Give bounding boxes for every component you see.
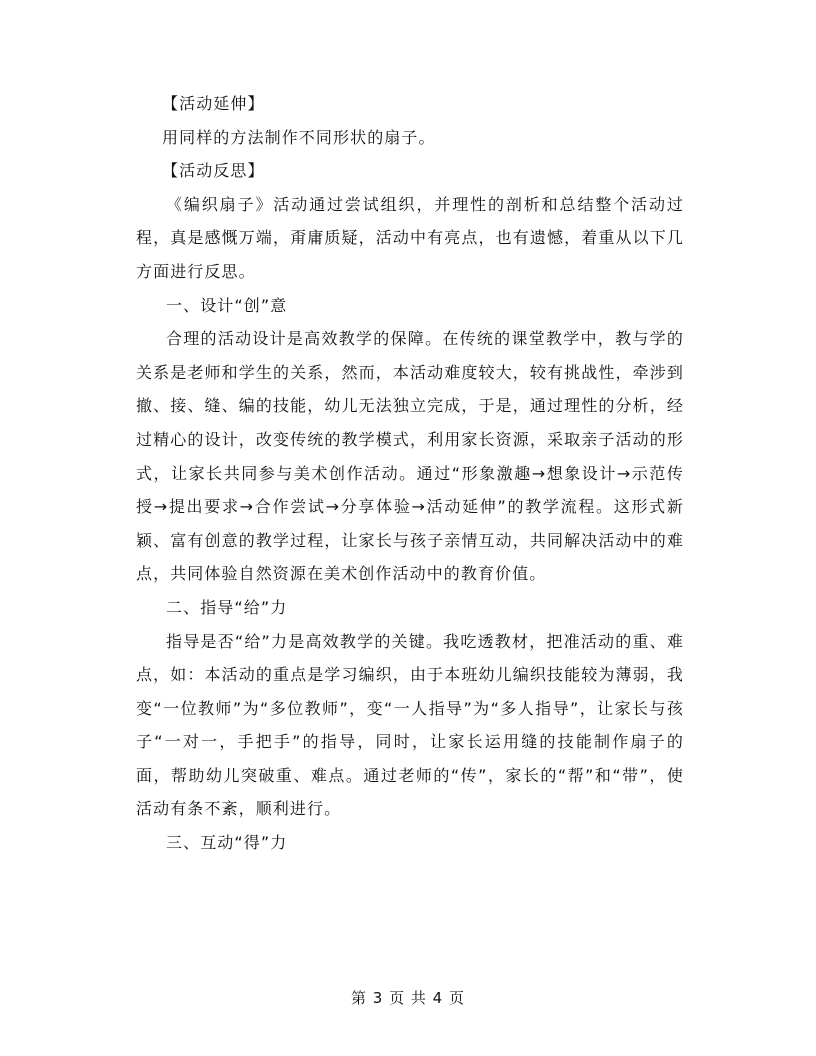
paragraph-guidance: 指导是否“给”力是高效教学的关键。我吃透教材，把准活动的重、难点，如：本活动的重点是学习编织，由于本班幼儿编织技能较为薄弱，我变“一位教师”为“多位教师”，变“一人指导”为“多人指导”，让家长与孩子“一对一，手把手”的指导，同时，让家长运用缝的技能制作扇子的面，帮助幼儿突破重、难点。通过老师的“传”，家长的“帮”和“带”，使活动有条不紊，顺利进行。 bbox=[136, 631, 684, 819]
page-footer bbox=[0, 987, 816, 1008]
section-heading-activity-reflection: 【活动反思】 bbox=[162, 161, 265, 181]
section-heading-activity-extension: 【活动延伸】 bbox=[162, 94, 265, 113]
footer-current-page: 3 bbox=[372, 989, 384, 1007]
subheading-interaction: 三、互动“得”力 bbox=[166, 833, 288, 853]
paragraph-design: 合理的活动设计是高效教学的保障。在传统的课堂教学中，教与学的关系是老师和学生的关系，然而，本活动难度较大，较有挑战性，牵涉到撤、接、缝、编的技能，幼儿无法独立完成，于是，通过理性的分析，经过精心的设计，改变传统的教学模式，利用家长资源，采取亲子活动的形式，让家长共同参与美术创作活动。通过“形象激趣→想象设计→示范传授→提出要求→合作尝试→分享体验→活动延伸”的教学流程。这形式新颖、富有创意的教学过程，让家长与孩子亲情互动，共同解决活动中的难点，共同体验自然资源在美术创作活动中的教育价值。 bbox=[136, 329, 684, 584]
footer-total-pages: 4 bbox=[432, 989, 444, 1007]
footer-middle: 页 共 bbox=[389, 989, 427, 1007]
subheading-design: 一、设计“创”意 bbox=[166, 295, 288, 315]
footer-suffix: 页 bbox=[449, 989, 466, 1007]
footer-prefix: 第 bbox=[350, 989, 367, 1007]
paragraph-extension-text: 用同样的方法制作不同形状的扇子。 bbox=[162, 127, 436, 147]
paragraph-reflection-intro: 《编织扇子》活动通过尝试组织，并理性的剖析和总结整个活动过程，真是感慨万端，甭庸质疑，活动中有亮点，也有遗憾，着重从以下几方面进行反思。 bbox=[136, 194, 684, 281]
subheading-guidance: 二、指导“给”力 bbox=[166, 597, 288, 617]
document-body bbox=[136, 87, 684, 860]
